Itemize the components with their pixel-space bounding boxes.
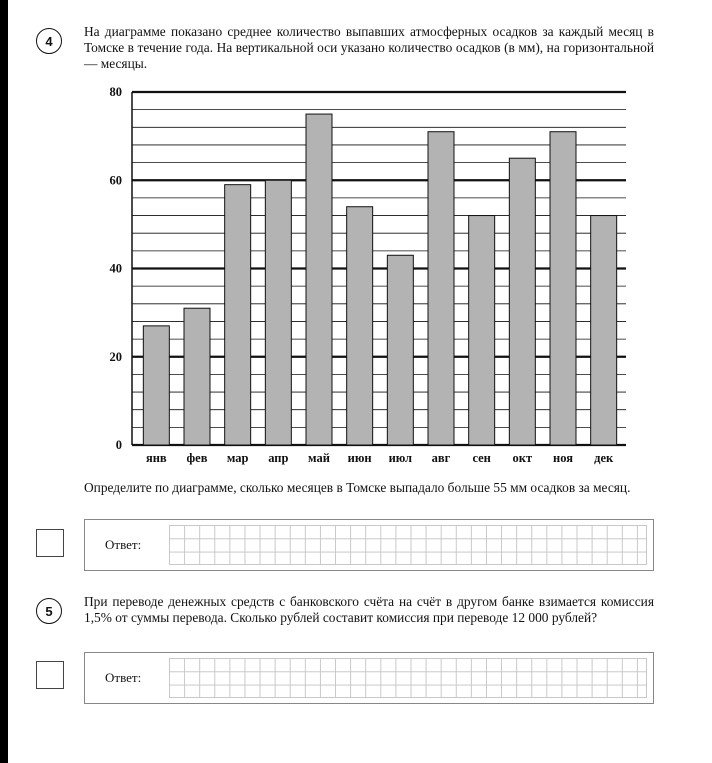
question-number-label: 5 [45,603,53,619]
bar-ноя [550,132,576,445]
bar-мар [225,185,251,445]
chart-x-ticks [146,451,614,465]
bar-авг [428,132,454,445]
x-tick-label: дек [594,451,614,465]
question-number-4 [36,28,62,54]
bar-фев [184,308,210,445]
y-tick-label: 40 [109,261,122,276]
bar-дек [591,216,617,445]
bar-июн [347,207,373,445]
x-tick-label: ноя [553,451,573,465]
chart-bars [143,114,616,445]
y-tick-label: 60 [109,173,122,188]
question-5-text: При переводе денежных средств с банковского счёта на счёт в другом банке взимается комиссия 1,5% от суммы перевода. Сколько рублей составит комиссия при переводе 12 000 рублей? [84,594,654,625]
bar-май [306,114,332,445]
chart-y-ticks [110,85,123,452]
answer-checkbox-5[interactable] [36,661,64,689]
answer-label: Ответ: [105,670,142,685]
answer-checkbox-4[interactable] [36,529,64,557]
answer-label: Ответ: [105,537,142,552]
question-number-5 [36,598,62,624]
answer-box-4[interactable] [84,519,654,571]
question-number-label: 4 [45,33,53,49]
y-tick-label: 0 [115,438,122,452]
bar-апр [265,180,291,445]
x-tick-label: июн [347,451,372,465]
x-tick-label: окт [512,451,533,465]
x-tick-label: сен [472,451,491,465]
x-tick-label: май [308,451,330,465]
x-tick-label: авг [431,451,451,465]
precipitation-bar-chart [96,82,632,472]
answer-box-5[interactable] [84,652,654,704]
x-tick-label: янв [145,451,167,465]
bar-окт [509,158,535,445]
x-tick-label: мар [226,451,249,465]
bar-сен [469,216,495,445]
bar-янв [143,326,169,445]
page-edge [0,0,8,763]
answer-grid-5[interactable] [169,658,647,698]
x-tick-label: июл [388,451,413,465]
bar-июл [387,255,413,445]
x-tick-label: фев [186,451,208,465]
question-4-text: На диаграмме показано среднее количество выпавших атмосферных осадков за каждый месяц в Томске в течение года. На вертикальной оси указано количество осадков (в мм), на горизонтальной — месяцы. [84,24,654,71]
answer-grid-4[interactable] [169,525,647,565]
y-tick-label: 20 [109,349,122,364]
x-tick-label: апр [268,451,289,465]
y-tick-label: 80 [109,85,122,99]
question-4-prompt: Определите по диаграмме, сколько месяцев в Томске выпадало больше 55 мм осадков за месяц. [84,480,631,495]
